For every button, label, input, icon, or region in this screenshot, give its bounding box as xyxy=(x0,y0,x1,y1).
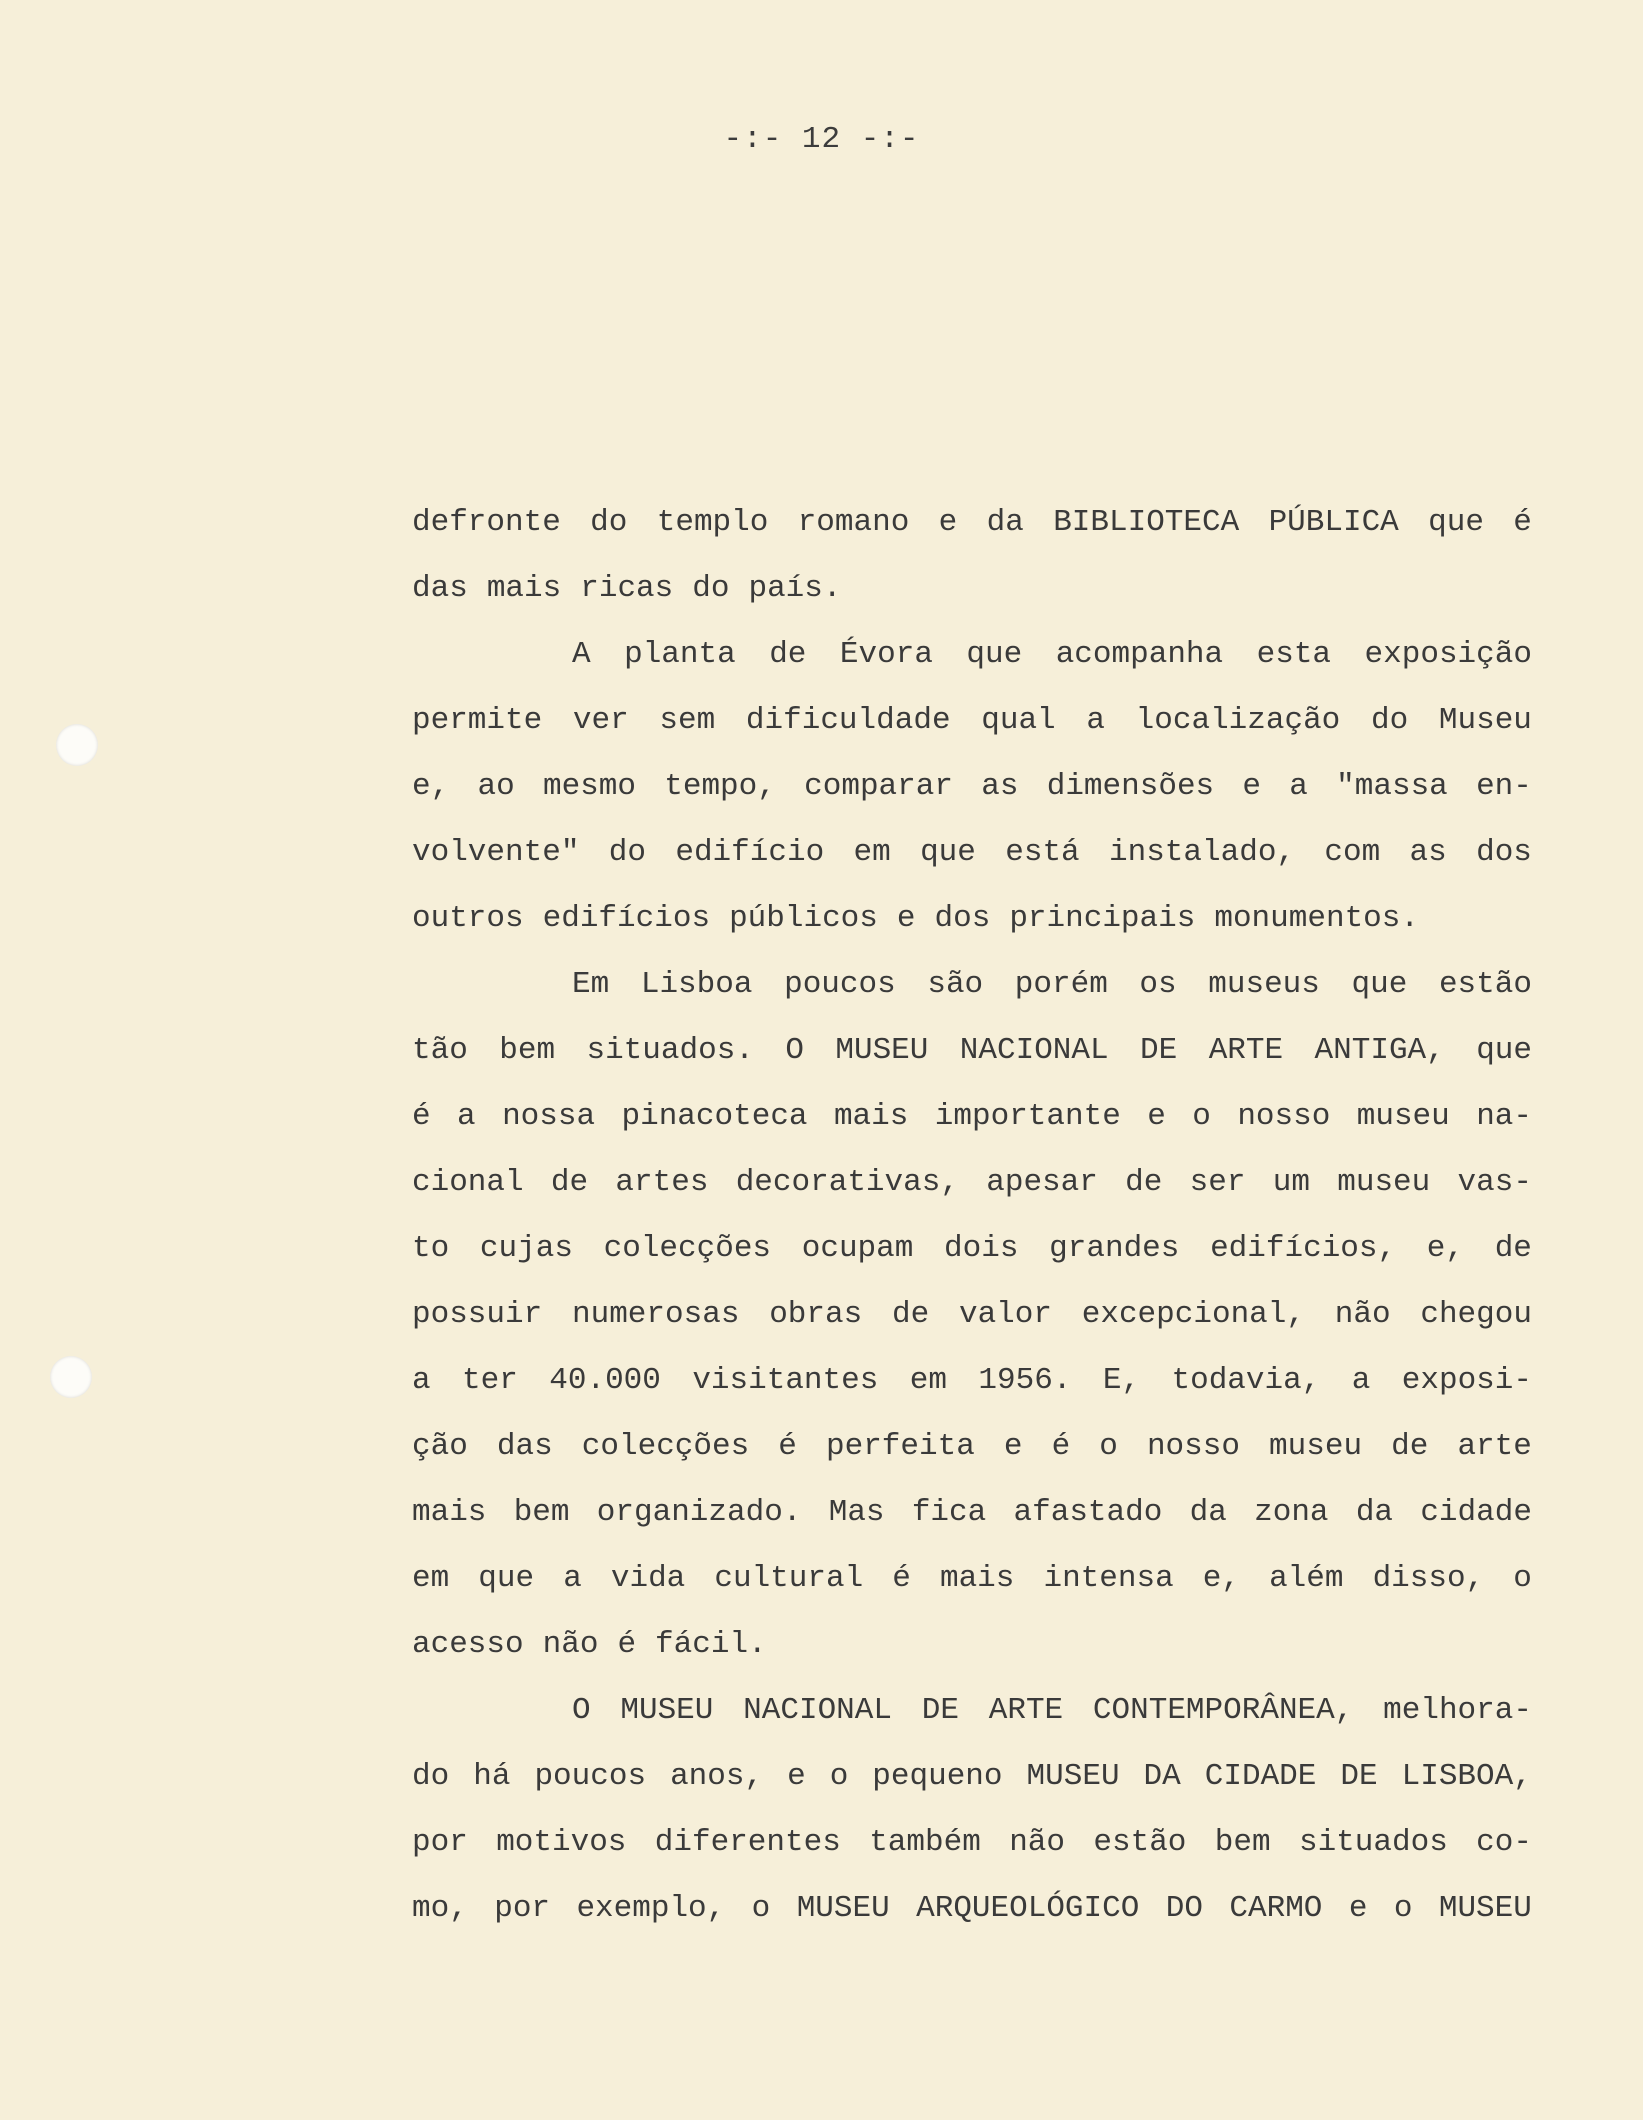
word: e xyxy=(896,901,916,936)
word: 1956. xyxy=(978,1363,1072,1398)
word: valor xyxy=(958,1297,1052,1332)
word: fica xyxy=(911,1495,987,1530)
word: de xyxy=(1494,1231,1532,1266)
word: chegou xyxy=(1420,1297,1532,1332)
word: ser xyxy=(1189,1165,1246,1200)
word: artes xyxy=(615,1165,709,1200)
word: de xyxy=(769,637,807,672)
word: da xyxy=(1355,1495,1394,1530)
word: de xyxy=(891,1297,930,1332)
text-line xyxy=(412,952,1532,1018)
word: cional xyxy=(412,1165,524,1200)
text-line xyxy=(412,754,1532,820)
word: as xyxy=(1409,835,1447,870)
word: o xyxy=(1192,1099,1211,1134)
word: do xyxy=(1370,703,1409,738)
word: cidade xyxy=(1420,1495,1532,1530)
word: estão xyxy=(1438,967,1532,1002)
text-line xyxy=(412,1744,1532,1810)
word: públicos xyxy=(729,901,878,936)
word: que xyxy=(966,637,1023,672)
word: monumentos. xyxy=(1214,901,1419,936)
word: numerosas xyxy=(572,1297,740,1332)
word: os xyxy=(1139,967,1177,1002)
word: MUSEU xyxy=(796,1891,890,1926)
word: comparar xyxy=(804,769,953,804)
word: que xyxy=(920,835,976,870)
word: por xyxy=(494,1891,551,1926)
word: apesar xyxy=(986,1165,1098,1200)
word: to xyxy=(412,1231,450,1266)
word: MUSEU xyxy=(1026,1759,1120,1794)
word: de xyxy=(1125,1165,1163,1200)
word: a xyxy=(457,1099,476,1134)
word: planta xyxy=(624,637,736,672)
word: o xyxy=(1099,1429,1118,1464)
word: mo, xyxy=(412,1891,468,1926)
word: não xyxy=(1334,1297,1391,1332)
word: que xyxy=(1428,505,1484,540)
page-number: -:- 12 -:- xyxy=(723,122,920,157)
word: e xyxy=(938,505,958,540)
word: esta xyxy=(1256,637,1332,672)
punch-hole-bottom xyxy=(50,1356,92,1398)
word: intensa xyxy=(1043,1561,1174,1596)
word: poucos xyxy=(784,967,896,1002)
word: colecções xyxy=(581,1429,750,1464)
word: romano xyxy=(797,505,910,540)
word: em xyxy=(853,835,891,870)
word: qual xyxy=(981,703,1056,738)
word: pinacoteca xyxy=(621,1099,808,1134)
word: DE xyxy=(1340,1759,1378,1794)
paragraph xyxy=(412,1678,1532,1942)
word: museu xyxy=(1269,1429,1363,1464)
word: situados xyxy=(1298,1825,1448,1860)
word: dos xyxy=(934,901,991,936)
word: em xyxy=(909,1363,947,1398)
word: ao xyxy=(477,769,515,804)
word: O xyxy=(572,1693,591,1728)
word: perfeita xyxy=(825,1429,975,1464)
word: mais xyxy=(833,1099,909,1134)
word: estão xyxy=(1093,1825,1187,1860)
word: mais xyxy=(412,1495,487,1530)
word: todavia, xyxy=(1171,1363,1321,1398)
word: é xyxy=(778,1429,797,1464)
word: do xyxy=(412,1759,450,1794)
paragraph xyxy=(412,952,1532,1678)
word: também xyxy=(869,1825,981,1860)
text-line xyxy=(412,1150,1532,1216)
word: sem xyxy=(659,703,716,738)
word: decorativas, xyxy=(735,1165,959,1200)
word: MUSEU xyxy=(1438,1891,1532,1926)
word: Mas xyxy=(828,1495,885,1530)
word: CONTEMPORÂNEA, xyxy=(1092,1693,1354,1728)
word: que xyxy=(1351,967,1408,1002)
word: MUSEU xyxy=(620,1693,714,1728)
word: é xyxy=(892,1561,911,1596)
word: ANTIGA, xyxy=(1314,1033,1445,1068)
word: ARTE xyxy=(1208,1033,1284,1068)
word: colecções xyxy=(603,1231,772,1266)
word: dificuldade xyxy=(745,703,951,738)
word: de xyxy=(1391,1429,1429,1464)
word: motivos xyxy=(496,1825,627,1860)
word: das xyxy=(412,571,468,606)
word: não xyxy=(1009,1825,1066,1860)
word: nossa xyxy=(502,1099,596,1134)
word: edifício xyxy=(675,835,825,870)
word: DA xyxy=(1143,1759,1181,1794)
word: DE xyxy=(921,1693,959,1728)
paragraph xyxy=(412,622,1532,952)
word: DO xyxy=(1165,1891,1203,1926)
word: vida xyxy=(610,1561,686,1596)
word: e xyxy=(1348,1891,1368,1926)
text-line xyxy=(412,1546,1532,1612)
word: templo xyxy=(656,505,769,540)
word: com xyxy=(1324,835,1381,870)
word: ARTE xyxy=(988,1693,1064,1728)
word: NACIONAL xyxy=(743,1693,892,1728)
word: PÚBLICA xyxy=(1268,505,1399,540)
word: excepcional, xyxy=(1081,1297,1305,1332)
word: a xyxy=(412,1363,431,1398)
word: museu xyxy=(1356,1099,1450,1134)
word: Évora xyxy=(839,637,933,672)
word: disso, xyxy=(1372,1561,1485,1596)
punch-hole-top xyxy=(56,724,98,766)
word: e xyxy=(1242,769,1262,804)
word: ocupam xyxy=(801,1231,914,1266)
word: E, xyxy=(1102,1363,1141,1398)
word: defronte xyxy=(412,505,561,540)
word: nosso xyxy=(1146,1429,1240,1464)
word: situados. xyxy=(586,1033,754,1068)
paragraph xyxy=(412,490,1532,622)
text-line xyxy=(412,1480,1532,1546)
word: mais xyxy=(939,1561,1015,1596)
word: não xyxy=(542,1627,599,1662)
word: da xyxy=(986,505,1024,540)
word: BIBLIOTECA xyxy=(1053,505,1240,540)
word: é xyxy=(617,1627,637,1662)
word: dois xyxy=(944,1231,1019,1266)
word: importante xyxy=(934,1099,1121,1134)
word: DE xyxy=(1140,1033,1178,1068)
word: localização xyxy=(1135,703,1341,738)
word: a xyxy=(563,1561,582,1596)
word: edifícios xyxy=(542,901,711,936)
word: exemplo, xyxy=(576,1891,726,1926)
word: são xyxy=(927,967,984,1002)
word: mais xyxy=(486,571,562,606)
word: e xyxy=(1147,1099,1166,1134)
text-line xyxy=(412,1678,1532,1744)
word: Lisboa xyxy=(640,967,753,1002)
word: instalado, xyxy=(1109,835,1296,870)
word: e, xyxy=(412,769,450,804)
word: de xyxy=(550,1165,589,1200)
word: acompanha xyxy=(1055,637,1224,672)
word: tão xyxy=(412,1033,468,1068)
word: grandes xyxy=(1049,1231,1180,1266)
word: país. xyxy=(748,571,842,606)
word: visitantes xyxy=(692,1363,879,1398)
text-line xyxy=(412,1810,1532,1876)
word: dos xyxy=(1476,835,1532,870)
word: fácil. xyxy=(655,1627,767,1662)
text-line xyxy=(412,1084,1532,1150)
text-line xyxy=(412,622,1532,688)
word: diferentes xyxy=(654,1825,841,1860)
word: do xyxy=(692,571,730,606)
word: exposi- xyxy=(1401,1363,1532,1398)
word: CIDADE xyxy=(1204,1759,1317,1794)
word: das xyxy=(496,1429,553,1464)
word: ter xyxy=(462,1363,518,1398)
word: afastado xyxy=(1013,1495,1163,1530)
word: um xyxy=(1272,1165,1310,1200)
word: e, xyxy=(1202,1561,1240,1596)
word: Museu xyxy=(1438,703,1532,738)
word: pequeno xyxy=(872,1759,1003,1794)
word: o xyxy=(1393,1891,1413,1926)
text-line xyxy=(412,688,1532,754)
word: o xyxy=(1513,1561,1532,1596)
word: por xyxy=(412,1825,468,1860)
word: do xyxy=(608,835,646,870)
word: tempo, xyxy=(664,769,776,804)
word: anos, xyxy=(670,1759,764,1794)
word: MUSEU xyxy=(835,1033,929,1068)
text-line xyxy=(412,886,1532,952)
word: é xyxy=(1513,505,1532,540)
word: "massa xyxy=(1336,769,1448,804)
text-line xyxy=(412,1414,1532,1480)
text-line xyxy=(412,1216,1532,1282)
word: A xyxy=(572,637,591,672)
word: poucos xyxy=(534,1759,647,1794)
word: organizado. xyxy=(596,1495,802,1530)
word: nosso xyxy=(1237,1099,1331,1134)
text-line xyxy=(412,820,1532,886)
word: bem xyxy=(513,1495,570,1530)
word: O xyxy=(785,1033,804,1068)
word: a xyxy=(1351,1363,1371,1398)
word: melhora- xyxy=(1383,1693,1532,1728)
word: bem xyxy=(499,1033,556,1068)
word: volvente" xyxy=(412,835,580,870)
word: mesmo xyxy=(542,769,636,804)
word: acesso xyxy=(412,1627,524,1662)
word: ver xyxy=(572,703,629,738)
text-line xyxy=(412,1612,1532,1678)
word: da xyxy=(1189,1495,1227,1530)
word: e xyxy=(787,1759,806,1794)
word: é xyxy=(1051,1429,1071,1464)
word: ção xyxy=(412,1429,468,1464)
word: que xyxy=(478,1561,535,1596)
word: que xyxy=(1476,1033,1532,1068)
word: museu xyxy=(1337,1165,1431,1200)
word: LISBOA, xyxy=(1401,1759,1532,1794)
word: além xyxy=(1269,1561,1344,1596)
word: possuir xyxy=(412,1297,543,1332)
word: dimensões xyxy=(1046,769,1215,804)
word: museus xyxy=(1208,967,1320,1002)
word: CARMO xyxy=(1229,1891,1323,1926)
text-line xyxy=(412,490,1532,556)
word: cultural xyxy=(714,1561,864,1596)
text-line xyxy=(412,1348,1532,1414)
word: zona xyxy=(1254,1495,1329,1530)
word: é xyxy=(412,1099,431,1134)
word: em xyxy=(412,1561,450,1596)
word: a xyxy=(1289,769,1308,804)
word: ARQUEOLÓGICO xyxy=(916,1891,1140,1926)
word: 40.000 xyxy=(549,1363,661,1398)
text-line xyxy=(412,1876,1532,1942)
word: arte xyxy=(1457,1429,1532,1464)
word: o xyxy=(751,1891,771,1926)
word: co- xyxy=(1476,1825,1532,1860)
word: bem xyxy=(1214,1825,1271,1860)
word: permite xyxy=(412,703,543,738)
word: o xyxy=(829,1759,849,1794)
word: ricas xyxy=(580,571,674,606)
word: edifícios, xyxy=(1210,1231,1397,1266)
word: exposição xyxy=(1364,637,1532,672)
word: na- xyxy=(1476,1099,1532,1134)
word: do xyxy=(590,505,628,540)
word: obras xyxy=(769,1297,863,1332)
text-line xyxy=(412,556,1532,622)
word: cujas xyxy=(479,1231,573,1266)
word: porém xyxy=(1014,967,1108,1002)
word: a xyxy=(1086,703,1105,738)
text-line xyxy=(412,1018,1532,1084)
word: as xyxy=(981,769,1019,804)
word: há xyxy=(473,1759,511,1794)
word: vas- xyxy=(1457,1165,1532,1200)
word: principais xyxy=(1009,901,1196,936)
body-text xyxy=(412,490,1532,1942)
word: e xyxy=(1003,1429,1023,1464)
word: NACIONAL xyxy=(959,1033,1109,1068)
word: en- xyxy=(1476,769,1532,804)
word: Em xyxy=(572,967,610,1002)
word: e, xyxy=(1426,1231,1465,1266)
word: outros xyxy=(412,901,524,936)
text-line xyxy=(412,1282,1532,1348)
word: está xyxy=(1005,835,1080,870)
